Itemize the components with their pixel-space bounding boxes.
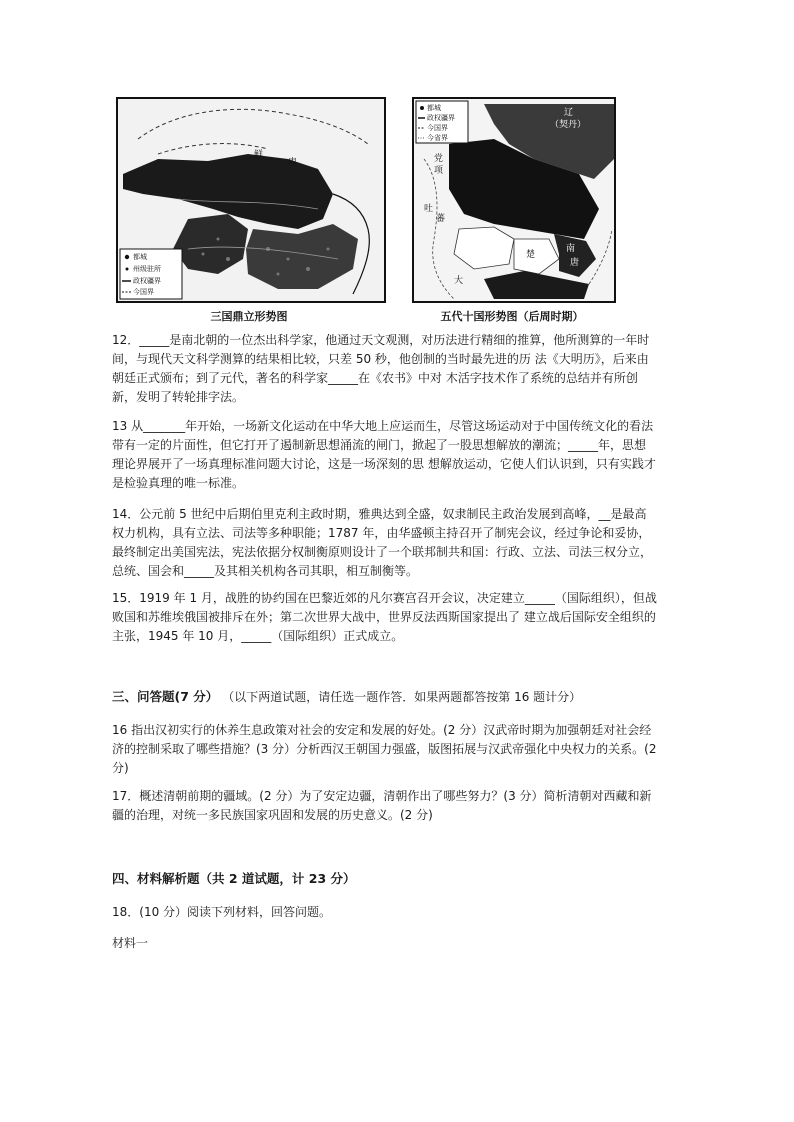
legend-modern-border-right: 今国界 [427, 124, 448, 132]
section-3-heading [112, 688, 672, 706]
map-label-chu: 楚 [526, 250, 536, 260]
question-17: 17．概述清朝前期的疆域。(2 分）为了安定边疆，清朝作出了哪些努力？(3 分）简析清朝对西藏和新疆的治理，对统一多民族国家巩固和发展的历史意义。(2 分) [112, 789, 652, 822]
map-three-kingdoms [116, 97, 386, 303]
legend-modern-border: 今国界 [133, 288, 154, 296]
material-1-label: 材料一 [112, 936, 149, 950]
map-label-fan: 蕃 [436, 214, 446, 224]
question-16: 16 指出汉初实行的休养生息政策对社会的安定和发展的好处。(2 分）汉武帝时期为加强朝廷对社会经济的控制采取了哪些措施？(3 分）分析西汉王朝国力强盛，版图拓展与汉武帝强化中央权力的关系。(2 分) [112, 723, 657, 775]
map-label-tu: 吐 [424, 204, 434, 214]
section-4-heading [112, 870, 356, 888]
legend-regime-border-right: 政权疆界 [427, 114, 455, 122]
map-label-liao: 辽 [564, 108, 574, 118]
legend-capital-right: 都城 [427, 104, 441, 112]
map-label-tang: 唐 [570, 258, 580, 268]
question-18: 18．(10 分）阅读下列材料，回答问题。 [112, 905, 332, 919]
question-13: 13 从_______年开始，一场新文化运动在中华大地上应运而生，尽管这场运动对于中国传统文化的看法带有一定的片面性，但它打开了遏制新思想涌流的闸门，掀起了一股思想解放的潮流；_____年，思想理论界展开了一场真理标准问题大讨论，这是一场深刻的思 想解放运动，它使人们认识到，只有实践才是检验真理的唯一标准。 [112, 419, 656, 490]
section-3-note: （以下两道试题，请任选一题作答．如果两题都答按第 16 题计分） [222, 690, 582, 704]
legend-province-border-right: 今省界 [427, 134, 448, 142]
question-14: 14．公元前 5 世纪中后期伯里克利主政时期，雅典达到全盛，奴隶制民主政治发展到高峰，__是最高权力机构，具有立法、司法等多种职能；1787 年，由华盛顿主持召开了制宪会议，经过争论和妥协，最终制定出美国宪法，宪法依据分权制衡原则设计了一个联邦制共和国：行政、立法、司法三权分立，总统、国会和_____及其相关机构各司其职，相互制衡等。 [112, 507, 653, 578]
map-label-dang: 党 [434, 154, 444, 164]
section-3-title: 三、问答题(7 分） [112, 689, 219, 704]
map-label-khitan: （契丹） [550, 120, 587, 130]
legend-capital: 都城 [133, 253, 147, 261]
map-label-da: 大 [454, 276, 464, 286]
section-4-title: 四、材料解析题（共 2 道试题，计 23 分） [112, 871, 356, 886]
question-12: 12．_____是南北朝的一位杰出科学家，他通过天文观测，对历法进行精细的推算，他所测算的一年时间，与现代天文科学测算的结果相比较，只差 50 秒，他创制的当时最先进的历 法《大明历》，后来由朝廷正式颁布；到了元代，著名的科学家_____在《农书》中对 木活字技术作了系统的总结并有所创新，发明了转轮排字法。 [112, 333, 650, 404]
question-15: 15．1919 年 1 月，战胜的协约国在巴黎近郊的凡尔赛宫召开会议，决定建立_____（国际组织），但战败国和苏维埃俄国被排斥在外；第二次世界大战中，世界反法西斯国家提出了 建立战后国际安全组织的主张，1945 年 10 月，_____（国际组织）正式成立。 [112, 591, 657, 643]
map-label-nan: 南 [566, 244, 576, 254]
map-five-dynasties [412, 97, 616, 303]
five-dynasties-map-graphic [414, 99, 614, 301]
map-caption-right: 五代十国形势图（后周时期） [440, 310, 584, 323]
legend-regime-border: 政权疆界 [133, 277, 161, 285]
map-label-bei: 卑 [288, 158, 298, 168]
map-caption-left: 三国鼎立形势图 [210, 310, 288, 323]
map-label-xian: 鲜 [254, 150, 264, 160]
three-kingdoms-map-graphic [118, 99, 384, 301]
legend-state-seat: 州级驻所 [133, 265, 161, 273]
map-label-xiang: 项 [434, 166, 444, 176]
